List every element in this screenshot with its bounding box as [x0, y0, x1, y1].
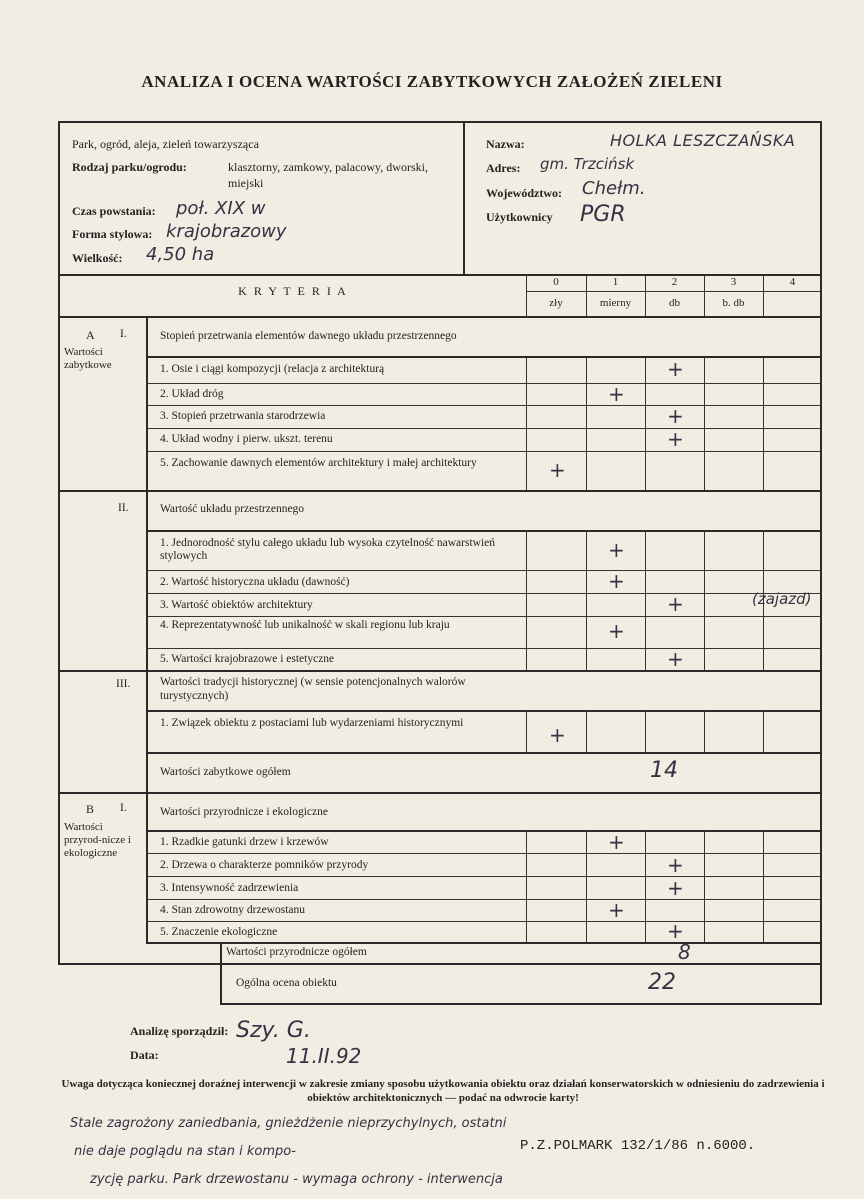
total-b-label: Wartości przyrodnicze ogółem [226, 946, 367, 958]
page-title: ANALIZA I OCENA WARTOŚCI ZABYTKOWYCH ZAŁOŻEŃ ZIELENI [141, 72, 723, 91]
score-mark: + [667, 853, 684, 877]
style-value: krajobrazowy [166, 221, 287, 242]
users-value: PGR [580, 202, 626, 227]
criteria-header: K R Y T E R I A [238, 284, 348, 298]
name-value: HOLKA LESZCZAŃSKA [610, 131, 796, 150]
scale-3-num: 3 [730, 276, 737, 288]
prepared-value: Szy. G. [236, 1018, 311, 1043]
criteria-row: 5. Wartości krajobrazowe i estetyczne [160, 653, 335, 665]
kind-label: Rodzaj parku/ogrodu: [72, 160, 187, 174]
score-mark: + [608, 538, 625, 562]
score-mark: + [608, 830, 625, 854]
total-a-label: Wartości zabytkowe ogółem [160, 766, 291, 778]
kind-options-2: miejski [228, 176, 264, 190]
style-label: Forma stylowa: [72, 227, 153, 241]
score-mark: + [549, 458, 566, 482]
sec-b1-num: I. [120, 802, 127, 814]
date-label: Data: [130, 1048, 159, 1062]
score-mark: + [608, 569, 625, 593]
scale-1-word: mierny [599, 297, 632, 309]
side-note: (zajazd) [752, 590, 812, 608]
criteria-row: 3. Wartość obiektów architektury [160, 599, 313, 611]
users-label: Użytkownicy [486, 210, 553, 224]
name-label: Nazwa: [486, 137, 525, 151]
total-b-value: 8 [678, 940, 691, 964]
scale-2-word: db [669, 297, 680, 309]
sec-a1-num: I. [120, 328, 127, 340]
group-b-letter: B [86, 802, 95, 816]
print-stamp: P.Z.POLMARK 132/1/86 n.6000. [520, 1138, 756, 1154]
scale-4-num: 4 [789, 276, 796, 288]
total-a-value: 14 [650, 758, 678, 783]
sec-b1-heading: Wartości przyrodnicze i ekologiczne [160, 806, 328, 818]
address-label: Adres: [486, 161, 521, 175]
criteria-row: 1. Rzadkie gatunki drzew i krzewów [160, 836, 329, 848]
sec-a2-heading: Wartość układu przestrzennego [160, 503, 305, 515]
criteria-row: 2. Wartość historyczna układu (dawność) [160, 576, 350, 588]
score-mark: + [608, 619, 625, 643]
sec-a2-num: II. [118, 502, 129, 514]
sec-a1-heading: Stopień przetrwania elementów dawnego układu przestrzennego [160, 330, 457, 342]
prepared-label: Analizę sporządził: [130, 1024, 229, 1038]
sec-a3-heading: Wartości tradycji historycznej (w sensie potencjonalnych walorów turystycznych) [160, 676, 466, 702]
sec-a3-num: III. [116, 678, 131, 690]
voivodeship-label: Województwo: [486, 186, 562, 200]
criteria-row: 4. Układ wodny i pierw. ukszt. terenu [160, 433, 333, 445]
score-mark: + [667, 919, 684, 943]
overall-label: Ogólna ocena obiektu [236, 977, 337, 989]
intervention-note: Uwaga dotycząca koniecznej doraźnej interwencji w zakresie zmiany sposobu użytkowania obiektu oraz działań konserwatorskich w odniesieniu do zadrzewienia i obiektów architektonicznych — podać na odwrocie karty! [61, 1078, 825, 1104]
group-a-name: Wartości zabytkowe [64, 346, 112, 371]
criteria-row: 5. Zachowanie dawnych elementów architektury i małej architektury [160, 457, 477, 469]
size-label: Wielkość: [72, 251, 123, 265]
score-mark: + [667, 427, 684, 451]
scale-1-num: 1 [612, 276, 619, 288]
header-bottom-line [58, 316, 822, 318]
score-mark: + [549, 723, 566, 747]
hand-note-line-3: zycję parku. Park drzewostanu - wymaga ochrony - interwencja [90, 1172, 503, 1187]
voivodeship-value: Chełm. [582, 178, 646, 199]
criteria-row: 5. Znaczenie ekologiczne [160, 926, 278, 938]
score-mark: + [667, 357, 684, 381]
created-label: Czas powstania: [72, 204, 156, 218]
scale-3-word: b. db [722, 297, 745, 309]
criteria-row: 1. Osie i ciągi kompozycji (relacja z architekturą [160, 363, 385, 375]
kind-options-1: klasztorny, zamkowy, palacowy, dworski, [228, 160, 428, 174]
criteria-row: 3. Intensywność zadrzewienia [160, 882, 299, 894]
criteria-row: 1. Jednorodność stylu całego układu lub wysoka czytelność nawarstwień stylowych [160, 537, 496, 562]
header-divider [463, 121, 465, 276]
score-mark: + [667, 647, 684, 671]
size-value: 4,50 ha [146, 244, 215, 265]
hand-note-line-2: nie daje poglądu na stan i kompo- [74, 1144, 296, 1159]
score-mark: + [667, 404, 684, 428]
criteria-row: 3. Stopień przetrwania starodrzewia [160, 410, 326, 422]
scale-divider [526, 291, 822, 292]
score-mark: + [608, 382, 625, 406]
date-value: 11.II.92 [286, 1044, 362, 1068]
score-mark: + [667, 876, 684, 900]
criteria-row: 2. Drzewa o charakterze pomników przyrody [160, 859, 369, 871]
criteria-row: 4. Stan zdrowotny drzewostanu [160, 904, 305, 916]
overall-value: 22 [648, 970, 676, 995]
criteria-row: 2. Układ dróg [160, 388, 224, 400]
scale-2-num: 2 [671, 276, 678, 288]
criteria-row: 4. Reprezentatywność lub unikalność w skali regionu lub kraju [160, 619, 450, 631]
group-column-divider [146, 316, 148, 942]
created-value: poł. XIX w [176, 198, 266, 219]
criteria-row: 1. Związek obiektu z postaciami lub wydarzeniami historycznymi [160, 717, 464, 729]
group-b-name: Wartości przyrod-nicze i ekologiczne [64, 821, 131, 859]
group-a-letter: A [86, 328, 95, 342]
hand-note-line-1: Stale zagrożony zaniedbania, gnieżdżenie nieprzychylnych, ostatni [70, 1116, 507, 1131]
scale-0-num: 0 [553, 276, 559, 288]
scale-0-word: zły [549, 297, 563, 309]
type-label: Park, ogród, aleja, zieleń towarzysząca [72, 137, 259, 151]
score-mark: + [608, 898, 625, 922]
score-mark: + [667, 592, 684, 616]
address-value: gm. Trzcińsk [540, 155, 635, 173]
